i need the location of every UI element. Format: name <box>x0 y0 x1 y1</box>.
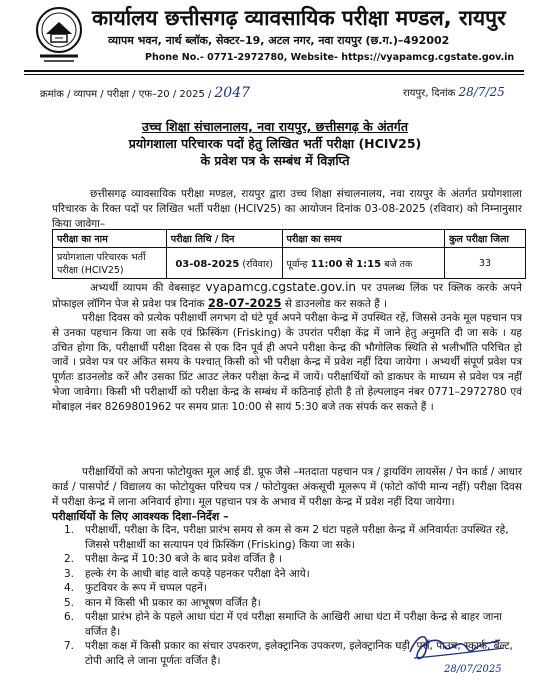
office-title: कार्यालय छत्तीसगढ़ व्यावसायिक परीक्षा मण्डल, रायपुर <box>92 6 506 30</box>
download-text-1: अभ्यर्थी व्यापम की वेबसाइट <box>90 282 201 294</box>
col-exam-date: परीक्षा तिथि / दिन <box>166 230 282 248</box>
date-label: रायपुर, दिनांक <box>403 88 456 99</box>
reporting-paragraph: परीक्षा दिवस को प्रत्येक परीक्षार्थी लगभग दो घंटे पूर्व अपने परीक्षा केन्द्र में उपस्थित रहें, जिससे उनके मूल पहचान पत्र से उनका पहचान किया जा सके एवं फ्रिस्किंग (Frisking) के उपरांत परीक्षा केंद्र में जाने हेतु अनुमति दी जा सके । यह उचित होगा कि, परीक्षार्थी परीक्षा दिवस से एक दिन पूर्व ही अपने परीक्षा केन्द्र की भौगोलिक स्थिति से भलीभाँति परिचित हो जावें । प्रवेश पत्र पर अंकित समय के पश्चात् किसी को भी परीक्षा केन्द्र में प्रवेश नहीं दिया जायेगा । अभ्यर्थी संपूर्ण प्रवेश पत्र पूर्णतः डाउनलोड करें और उसका प्रिंट आउट लेकर परीक्षा केन्द्र में जायें। परीक्षार्थियों को डाकघर के माध्यम से प्रवेश पत्र नहीं भेजा जावेगा। किसी भी परीक्षार्थी को परीक्षा केन्द्र के सम्बंध में कठिनाई होती है तो हेल्पलाइन नंबर 0771–2972780 एवं मोबाइल नंबर 8269801962 पर समय प्रातः 10:00 से सायं 5:30 बजे तक संपर्क कर सकते हैं । <box>52 312 522 413</box>
cell-districts: 33 <box>445 248 526 279</box>
signature-icon <box>400 622 520 677</box>
exam-date-value: 03-08-2025 <box>175 258 240 270</box>
issue-date <box>403 85 505 99</box>
list-item: 5. कान में किसी भी प्रकार का आभूषण वर्जित है। <box>64 596 261 609</box>
cell-exam-date <box>166 248 282 279</box>
instructions-heading: परीक्षार्थियों के लिए आवश्यक दिशा–निर्देश – <box>52 510 229 523</box>
list-item: 2. परीक्षा केन्द्र में 10:30 बजे के बाद प्रवेश वर्जित है । <box>64 553 283 565</box>
list-item: 4. फुटवियर के रूप में चप्पल पहनें। <box>64 582 207 594</box>
reference-number <box>40 85 250 101</box>
exam-schedule-table <box>52 229 526 279</box>
download-date: 28-07-2025 <box>207 295 282 310</box>
website-link[interactable]: vyapamcg.cgstate.gov.in <box>205 280 357 294</box>
time-prefix: पूर्वान्ह <box>286 259 308 270</box>
list-item: 7. परीक्षा कक्ष में किसी प्रकार का संचार उपकरण, इलेक्ट्रानिक उपकरण, इलेक्ट्रानिक घड़ी, पर्स, पाउच, स्कार्फ, बेल्ट, टोपी आदि ले जाना पूर्णतः वर्जित है। <box>64 640 513 667</box>
table-row <box>53 248 526 279</box>
col-exam-name: परीक्षा का नाम <box>53 230 167 248</box>
time-suffix: बजे तक <box>384 259 413 270</box>
subject-line-1: उच्च शिक्षा संचालनालय, नवा रायपुर, छत्तीसगढ़ के अंतर्गत <box>142 119 408 134</box>
download-text-3: से डाउनलोड कर सकते हैं । <box>284 297 388 310</box>
col-districts: कुल परीक्षा जिला <box>445 230 526 248</box>
reference-handwritten-number: 2047 <box>214 85 251 101</box>
office-address: व्यापम भवन, नार्थ ब्लॉक, सेक्टर–19, अटल नगर, नवा रायपुर (छ.ग.)–492002 <box>108 34 450 47</box>
list-item: 6. परीक्षा प्रारंभ होने के पहले आधा घंटा में एवं परीक्षा समाप्ति के आखिरी आधा घंटा में परीक्षा केन्द्र से बाहर जाना वर्जित है। <box>64 611 502 638</box>
col-exam-time: परीक्षा का समय <box>282 230 445 248</box>
list-item: 3. हल्के रंग के आधी बांह वाले कपड़े पहनकर परीक्षा देने आये। <box>64 567 310 580</box>
header-divider <box>24 70 524 72</box>
download-paragraph <box>52 280 522 312</box>
download-text-2: पर उपलब्ध लिंक पर क्लिक करके अपने प्रोफाइल लॉगिन पेज से प्रवेश पत्र दिनांक <box>52 282 522 310</box>
vyapam-logo-icon <box>34 4 84 64</box>
header-divider-thin <box>24 74 524 75</box>
subject-line-3: के प्रवेश पत्र के सम्बंध में विज्ञप्ति <box>200 153 350 168</box>
cell-exam-name: प्रयोगशाला परिचारक भर्ती परीक्षा (HCIV25) <box>53 248 167 279</box>
cell-exam-time <box>282 248 445 279</box>
signature-date: 28/07/2025 <box>444 664 502 675</box>
time-value: 11:00 से 1:15 <box>310 259 382 270</box>
office-contact: Phone No.- 0771-2972780, Website- https://vyapamcg.cgstate.gov.in <box>145 52 515 63</box>
intro-paragraph: छत्तीसगढ़ व्यावसायिक परीक्षा मण्डल, रायपुर द्वारा उच्च शिक्षा संचालनालय, नवा रायपुर के अंतर्गत प्रयोगशाला परिचारक के रिक्त पदों पर लिखित भर्ती परीक्षा (HCIV25) का आयोजन दिनांक 03-08-2025 (रविवार) को निम्नानुसार किया जावेगा– <box>52 188 522 230</box>
reference-prefix: क्रमांक / व्यापम / परीक्षा / एफ–20 / 2025 / <box>40 89 212 100</box>
date-handwritten: 28/7/25 <box>458 85 505 99</box>
exam-day-value: (रविवार) <box>242 258 273 270</box>
letterhead <box>0 0 544 80</box>
id-proof-paragraph: परीक्षार्थियों को अपना फोटोयुक्त मूल आई डी. प्रूफ जैसे –मतदाता पहचान पत्र / ड्रायविंग लायसेंस / पेन कार्ड / आधार कार्ड / पासपोर्ट / विद्यालय का फोटोयुक्त परिचय पत्र / फोटोयुक्त अंकसूची मूलरूप में (फोटो कॉपी मान्य नहीं) परीक्षा दिवस में परीक्षा केन्द्र में लाना अनिवार्य होगा। मूल पहचान पत्र के अभाव में परीक्षा केन्द्र में प्रवेश नहीं दिया जायेगा। <box>52 466 522 508</box>
list-item: 1. परीक्षार्थी, परीक्षा के दिन, परीक्षा प्रारंभ समय से कम से कम 2 घंटा पहले परीक्षा केन्द्र में अनिवार्यतः उपस्थित रहे, जिससे परीक्षार्थी का सत्यापन एवं फ्रिस्किंग (Frisking) किया जा सके। <box>64 524 509 551</box>
table-header-row <box>53 230 526 248</box>
subject-line-2: प्रयोगशाला परिचारक पदों हेतु लिखित भर्ती परीक्षा (HCIV25) <box>128 136 422 151</box>
notice-subject <box>60 118 490 169</box>
